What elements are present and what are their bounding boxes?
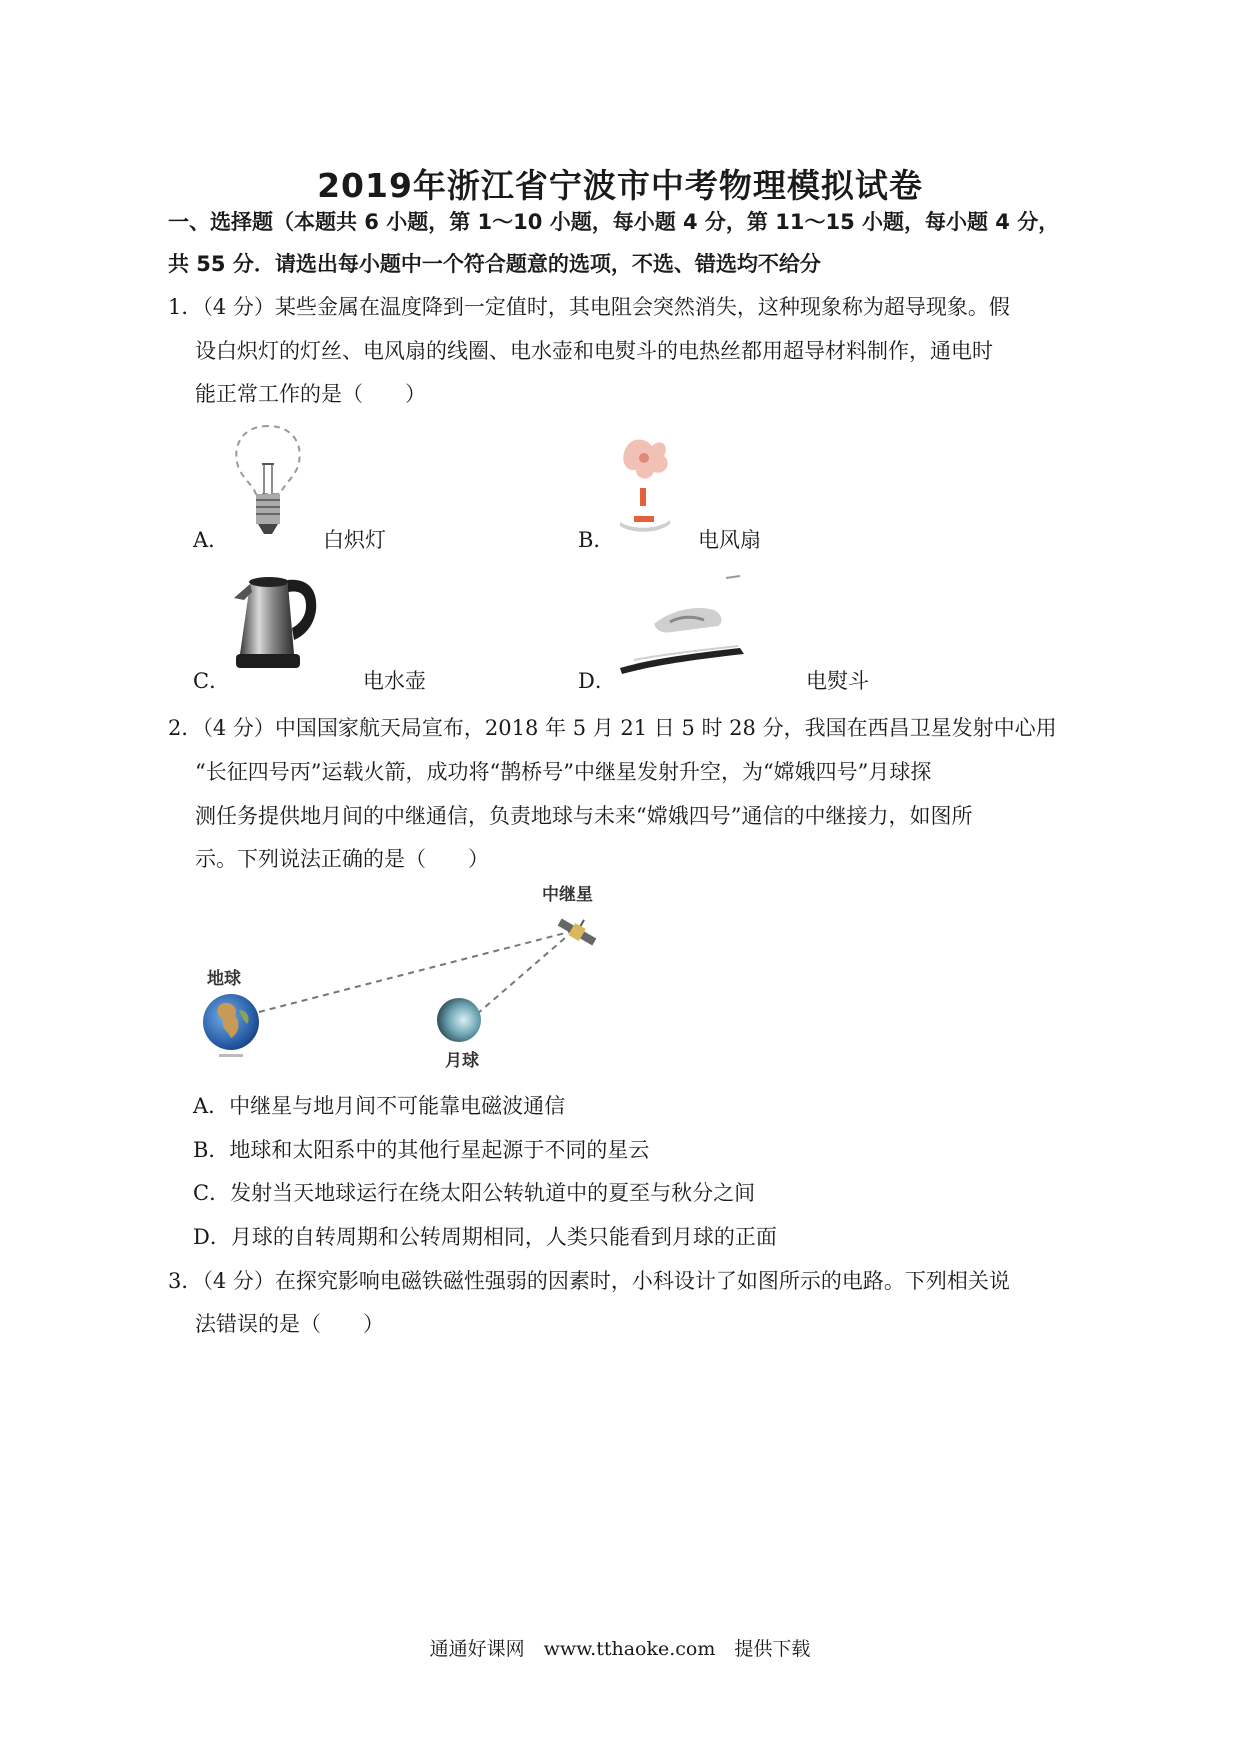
q3-stem-line-2: 法错误的是（ ） (195, 1312, 384, 1336)
moon-relay-link (477, 938, 565, 1014)
q1-stem-line-3: 能正常工作的是（ ） (195, 382, 426, 406)
q2-stem-line-4: 示。下列说法正确的是（ ） (195, 847, 489, 871)
relay-satellite-label: 中继星 (542, 885, 593, 905)
page-footer: 通通好课网 www.tthaoke.com 提供下载 (429, 1638, 811, 1660)
relay-satellite-diagram (195, 880, 625, 1080)
q1-option-d-label: 电熨斗 (806, 669, 869, 693)
q1-option-c-letter[interactable]: C． (193, 669, 231, 693)
q2-option-b[interactable]: B．地球和太阳系中的其他行星起源于不同的星云 (193, 1138, 650, 1162)
q3-stem-line-1: 3．（4 分）在探究影响电磁铁磁性强弱的因素时，小科设计了如图所示的电路。下列相关说 (168, 1269, 1010, 1293)
q1-option-c-label: 电水壶 (363, 669, 426, 693)
electric-fan-icon (612, 432, 682, 542)
q2-stem-line-3: 测任务提供地月间的中继通信，负责地球与未来“嫦娥四号”通信的中继接力，如图所 (195, 804, 973, 828)
q2-option-c[interactable]: C．发射当天地球运行在绕太阳公转轨道中的夏至与秋分之间 (193, 1181, 756, 1205)
q2-option-a[interactable]: A．中继星与地月间不可能靠电磁波通信 (193, 1094, 566, 1118)
moon-icon (437, 998, 481, 1042)
earth-relay-link (259, 932, 569, 1012)
q1-stem-line-2: 设白炽灯的灯丝、电风扇的线圈、电水壶和电熨斗的电热丝都用超导材料制作，通电时 (195, 339, 993, 363)
exam-title: 2019年浙江省宁波市中考物理模拟试卷 (317, 166, 923, 205)
q1-stem-line-1: 1．（4 分）某些金属在温度降到一定值时，其电阻会突然消失，这种现象称为超导现象。假 (168, 295, 1010, 319)
q2-stem-line-1: 2．（4 分）中国国家航天局宣布，2018 年 5 月 21 日 5 时 28 分，我国在西昌卫星发射中心用 (168, 716, 1057, 740)
q1-option-b-letter[interactable]: B． (578, 528, 615, 552)
earth-icon (203, 994, 259, 1057)
section-heading-line-1: 一、选择题（本题共 6 小题，第 1～10 小题，每小题 4 分，第 11～15 小题，每小题 4 分， (168, 210, 1060, 234)
light-bulb-icon (228, 420, 308, 540)
q1-option-a-label: 白炽灯 (323, 528, 386, 552)
electric-kettle-icon (226, 570, 322, 676)
q2-option-d[interactable]: D．月球的自转周期和公转周期相同，人类只能看到月球的正面 (193, 1225, 777, 1249)
q1-option-b-label: 电风扇 (698, 528, 761, 552)
q2-stem-line-2: “长征四号丙”运载火箭，成功将“鹊桥号”中继星发射升空，为“嫦娥四号”月球探 (195, 760, 932, 784)
moon-label: 月球 (445, 1051, 479, 1071)
earth-label: 地球 (207, 969, 241, 989)
section-heading-line-2: 共 55 分．请选出每小题中一个符合题意的选项，不选、错选均不给分 (168, 252, 821, 276)
relay-satellite-icon (556, 910, 601, 948)
q1-option-d-letter[interactable]: D． (578, 669, 616, 693)
q1-option-a-letter[interactable]: A． (193, 528, 230, 552)
electric-iron-icon (614, 574, 754, 680)
